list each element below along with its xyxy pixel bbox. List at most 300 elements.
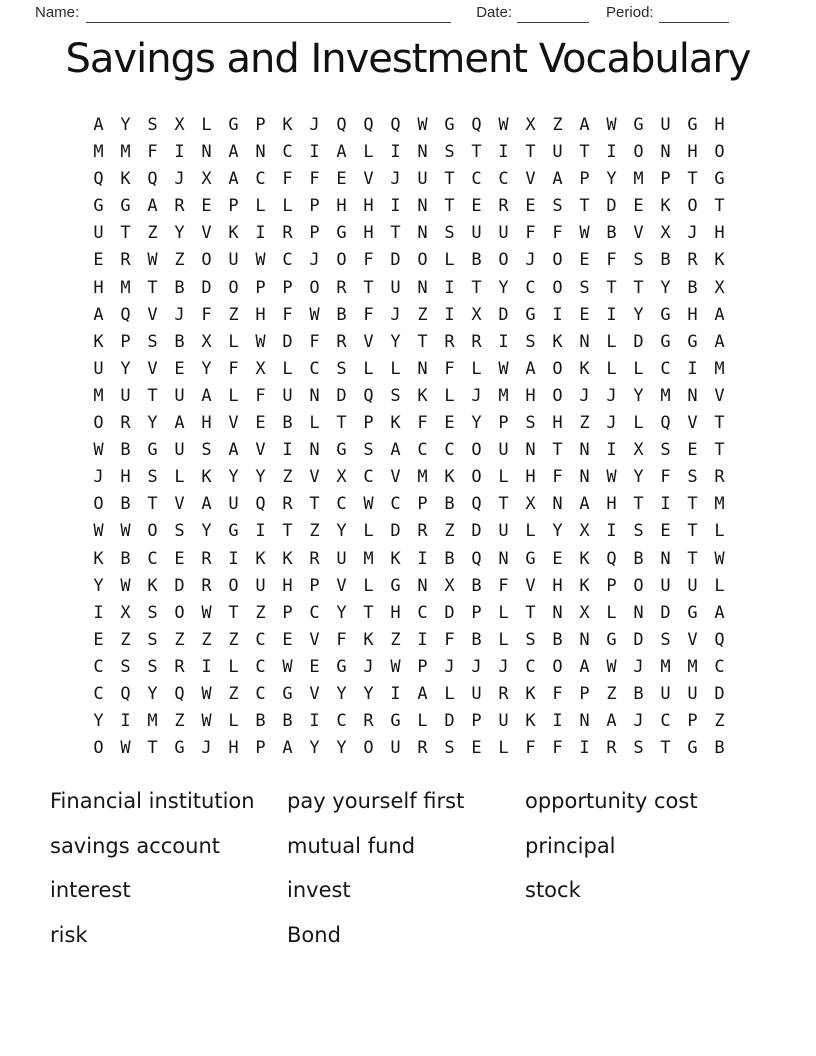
grid-cell: I [255,521,266,542]
word-search-grid [85,112,733,762]
grid-cell: B [444,548,455,569]
grid-cell: S [660,629,671,650]
grid-cell: Y [633,304,644,325]
grid-cell: B [552,629,563,650]
grid-cell: T [525,142,536,163]
grid-cell: L [417,711,428,732]
grid-cell: A [525,358,536,379]
grid-row [85,302,733,329]
grid-cell: W [93,440,104,461]
grid-cell: I [255,223,266,244]
grid-cell: C [282,250,293,271]
grid-cell: U [471,683,482,704]
grid-cell: I [282,440,293,461]
grid-cell: T [147,494,158,515]
grid-cell: F [444,629,455,650]
grid-cell: N [309,385,320,406]
grid-cell: E [471,738,482,759]
grid-cell: J [525,250,536,271]
grid-cell: B [471,629,482,650]
grid-cell: K [660,196,671,217]
grid-cell: O [687,196,698,217]
grid-cell: T [120,223,131,244]
grid-cell: H [228,738,239,759]
grid-cell: E [633,196,644,217]
grid-cell: R [714,467,725,488]
grid-cell: P [606,575,617,596]
grid-cell: T [687,548,698,569]
grid-cell: Y [255,467,266,488]
grid-cell: L [363,358,374,379]
grid-cell: U [228,250,239,271]
grid-cell: U [498,521,509,542]
grid-cell: I [606,142,617,163]
grid-cell: Q [390,115,401,135]
grid-cell: D [498,304,509,325]
grid-cell: I [228,548,239,569]
grid-cell: X [579,521,590,542]
grid-cell: K [120,169,131,190]
grid-cell: A [714,304,725,325]
grid-cell: B [633,548,644,569]
grid-cell: D [390,521,401,542]
word-list-item: Financial institution [50,789,255,813]
grid-cell: S [363,440,374,461]
grid-cell: F [255,385,266,406]
grid-cell: Z [255,602,266,623]
grid-cell: W [498,115,509,135]
grid-cell: L [444,385,455,406]
grid-cell: N [417,575,428,596]
grid-cell: K [363,629,374,650]
grid-cell: G [660,304,671,325]
grid-cell: B [714,738,725,759]
grid-cell: T [363,277,374,298]
grid-row [85,546,733,573]
grid-cell: K [390,548,401,569]
grid-cell: F [606,250,617,271]
grid-cell: Q [606,548,617,569]
grid-cell: V [363,169,374,190]
grid-cell: S [390,385,401,406]
grid-cell: N [552,602,563,623]
grid-cell: M [660,385,671,406]
grid-cell: J [309,250,320,271]
grid-cell: K [282,115,293,135]
word-list-item: interest [50,878,131,902]
grid-cell: S [444,142,455,163]
grid-cell: I [606,521,617,542]
grid-cell: E [201,196,212,217]
grid-cell: N [660,142,671,163]
grid-cell: U [660,115,671,135]
grid-cell: X [444,575,455,596]
grid-cell: I [309,711,320,732]
grid-cell: X [579,602,590,623]
grid-cell: U [93,358,104,379]
grid-cell: L [498,467,509,488]
grid-cell: G [687,115,698,135]
grid-cell: N [579,440,590,461]
grid-cell: O [93,494,104,515]
grid-cell: P [255,738,266,759]
grid-cell: B [444,494,455,515]
grid-cell: G [336,223,347,244]
grid-cell: V [363,331,374,352]
grid-cell: J [633,711,644,732]
grid-cell: N [498,548,509,569]
grid-cell: T [282,521,293,542]
grid-cell: D [714,683,725,704]
grid-cell: U [390,277,401,298]
grid-cell: G [282,683,293,704]
period-label: Period: [606,4,654,21]
grid-cell: J [390,169,401,190]
grid-cell: O [93,738,104,759]
grid-cell: Q [120,683,131,704]
word-list-item: risk [50,922,88,947]
grid-cell: D [282,331,293,352]
grid-cell: G [714,169,725,190]
grid-cell: T [714,440,725,461]
grid-cell: M [660,656,671,677]
grid-cell: V [228,413,239,434]
grid-cell: W [417,115,428,135]
grid-cell: I [444,304,455,325]
grid-cell: G [336,656,347,677]
grid-cell: A [228,142,239,163]
grid-row [85,573,733,600]
grid-cell: F [660,467,671,488]
grid-cell: U [255,575,266,596]
grid-cell: F [417,413,428,434]
grid-row [85,735,733,762]
grid-cell: F [552,683,563,704]
grid-cell: E [579,250,590,271]
grid-cell: L [228,711,239,732]
grid-cell: B [660,250,671,271]
grid-cell: R [174,656,185,677]
grid-cell: A [282,738,293,759]
grid-cell: Z [228,683,239,704]
grid-cell: P [255,277,266,298]
grid-cell: M [120,277,131,298]
grid-cell: O [471,467,482,488]
grid-cell: K [255,548,266,569]
grid-cell: N [579,711,590,732]
grid-cell: F [525,738,536,759]
grid-cell: J [444,656,455,677]
grid-cell: B [174,277,185,298]
grid-cell: T [660,738,671,759]
grid-cell: X [255,358,266,379]
grid-cell: A [714,331,725,352]
grid-cell: G [147,440,158,461]
grid-cell: J [606,385,617,406]
grid-cell: Z [552,115,563,135]
grid-cell: V [309,467,320,488]
grid-cell: I [606,440,617,461]
grid-cell: Y [120,115,131,135]
grid-cell: M [714,494,725,515]
grid-cell: L [228,331,239,352]
grid-cell: N [417,223,428,244]
grid-cell: F [201,304,212,325]
grid-cell: N [417,196,428,217]
grid-cell: H [552,413,563,434]
grid-cell: P [579,683,590,704]
grid-cell: V [255,440,266,461]
grid-cell: C [309,358,320,379]
grid-cell: B [633,683,644,704]
grid-cell: C [525,277,536,298]
name-label: Name: [35,4,80,21]
grid-cell: O [498,250,509,271]
grid-cell: S [660,440,671,461]
grid-cell: H [120,467,131,488]
grid-cell: T [525,602,536,623]
grid-cell: U [228,494,239,515]
grid-cell: Z [228,304,239,325]
grid-cell: C [147,548,158,569]
grid-cell: R [282,223,293,244]
grid-row [85,654,733,681]
grid-cell: G [120,196,131,217]
grid-cell: B [687,277,698,298]
grid-cell: N [309,440,320,461]
grid-cell: O [417,250,428,271]
grid-cell: Y [174,223,185,244]
grid-cell: H [552,575,563,596]
grid-cell: B [336,304,347,325]
grid-cell: O [228,277,239,298]
word-list-column [50,779,287,957]
grid-cell: P [309,223,320,244]
grid-cell: C [255,169,266,190]
grid-cell: Q [363,385,374,406]
grid-cell: K [525,683,536,704]
grid-cell: M [93,142,104,163]
grid-cell: P [309,196,320,217]
grid-cell: X [471,304,482,325]
grid-cell: P [417,494,428,515]
grid-cell: Q [363,115,374,135]
grid-cell: B [255,711,266,732]
grid-cell: R [417,521,428,542]
grid-cell: N [579,467,590,488]
grid-cell: O [552,358,563,379]
grid-cell: N [417,142,428,163]
grid-cell: Q [471,494,482,515]
grid-cell: M [633,169,644,190]
grid-cell: X [336,467,347,488]
grid-cell: G [687,331,698,352]
header [35,3,729,23]
grid-row [85,600,733,627]
grid-cell: W [282,656,293,677]
grid-cell: W [120,521,131,542]
grid-cell: L [444,250,455,271]
grid-cell: O [471,440,482,461]
grid-cell: M [417,467,428,488]
grid-cell: H [336,196,347,217]
grid-cell: H [714,115,725,135]
grid-cell: L [471,358,482,379]
grid-cell: S [633,738,644,759]
grid-cell: T [444,169,455,190]
grid-cell: F [309,169,320,190]
grid-cell: Y [606,169,617,190]
grid-cell: R [336,331,347,352]
grid-cell: Y [336,602,347,623]
grid-cell: L [390,358,401,379]
grid-row [85,112,733,139]
grid-cell: S [147,331,158,352]
grid-cell: S [201,440,212,461]
grid-cell: V [201,223,212,244]
grid-cell: Y [147,683,158,704]
grid-cell: I [390,683,401,704]
grid-cell: O [309,277,320,298]
grid-cell: B [120,548,131,569]
grid-cell: G [687,602,698,623]
grid-cell: V [633,223,644,244]
grid-cell: W [201,711,212,732]
grid-cell: K [147,575,158,596]
grid-cell: W [147,250,158,271]
grid-cell: Y [201,358,212,379]
grid-cell: X [201,169,212,190]
grid-cell: L [498,629,509,650]
grid-cell: Z [417,304,428,325]
grid-cell: D [201,277,212,298]
grid-cell: K [579,575,590,596]
grid-cell: I [579,738,590,759]
grid-cell: I [309,142,320,163]
grid-cell: A [336,142,347,163]
grid-cell: L [633,358,644,379]
grid-cell: L [255,196,266,217]
grid-cell: Z [714,711,725,732]
grid-cell: U [471,223,482,244]
grid-cell: R [120,413,131,434]
grid-cell: Q [336,115,347,135]
grid-cell: L [606,602,617,623]
grid-cell: C [336,711,347,732]
grid-cell: N [687,385,698,406]
grid-cell: T [714,413,725,434]
grid-cell: S [525,331,536,352]
grid-cell: S [147,656,158,677]
grid-cell: N [579,629,590,650]
grid-cell: U [660,683,671,704]
grid-row [85,437,733,464]
grid-cell: A [417,683,428,704]
grid-cell: Y [471,413,482,434]
grid-cell: Q [147,169,158,190]
grid-row [85,627,733,654]
grid-cell: E [174,548,185,569]
grid-cell: L [228,656,239,677]
grid-cell: J [687,223,698,244]
grid-cell: U [552,142,563,163]
grid-cell: V [174,494,185,515]
grid-cell: J [579,385,590,406]
grid-cell: N [660,548,671,569]
word-list-item: opportunity cost [525,789,698,813]
grid-cell: T [687,169,698,190]
grid-cell: F [282,169,293,190]
grid-cell: I [552,304,563,325]
grid-cell: B [174,331,185,352]
grid-cell: G [93,196,104,217]
grid-cell: H [687,142,698,163]
grid-cell: Y [309,738,320,759]
grid-row [85,247,733,274]
grid-cell: A [579,656,590,677]
grid-cell: E [552,548,563,569]
grid-cell: D [444,602,455,623]
date-label: Date: [476,4,513,21]
word-list-item: savings account [50,833,220,858]
grid-cell: K [444,467,455,488]
grid-cell: L [498,602,509,623]
grid-cell: B [471,250,482,271]
grid-cell: R [336,277,347,298]
grid-cell: N [417,358,428,379]
grid-cell: H [525,385,536,406]
grid-cell: U [336,548,347,569]
grid-cell: Y [93,575,104,596]
grid-cell: G [633,115,644,135]
grid-cell: P [471,711,482,732]
grid-cell: G [525,548,536,569]
grid-cell: T [471,277,482,298]
grid-cell: P [282,277,293,298]
grid-cell: F [552,738,563,759]
grid-cell: C [660,711,671,732]
grid-cell: T [687,494,698,515]
grid-cell: W [255,250,266,271]
grid-cell: Y [336,683,347,704]
grid-cell: R [606,738,617,759]
grid-cell: J [363,656,374,677]
grid-cell: C [417,602,428,623]
grid-cell: C [660,358,671,379]
grid-cell: E [525,196,536,217]
grid-cell: U [390,738,401,759]
date-blank-line [517,6,589,23]
grid-cell: C [444,440,455,461]
grid-cell: T [147,738,158,759]
grid-cell: R [282,494,293,515]
grid-cell: U [93,223,104,244]
grid-cell: Y [147,413,158,434]
grid-cell: E [93,629,104,650]
grid-cell: I [660,494,671,515]
grid-cell: K [228,223,239,244]
grid-cell: F [552,223,563,244]
grid-row [85,356,733,383]
grid-cell: M [93,385,104,406]
grid-cell: E [336,169,347,190]
grid-cell: H [525,467,536,488]
grid-cell: L [444,683,455,704]
grid-cell: Y [633,467,644,488]
grid-cell: U [282,385,293,406]
grid-cell: L [363,521,374,542]
grid-cell: L [633,413,644,434]
